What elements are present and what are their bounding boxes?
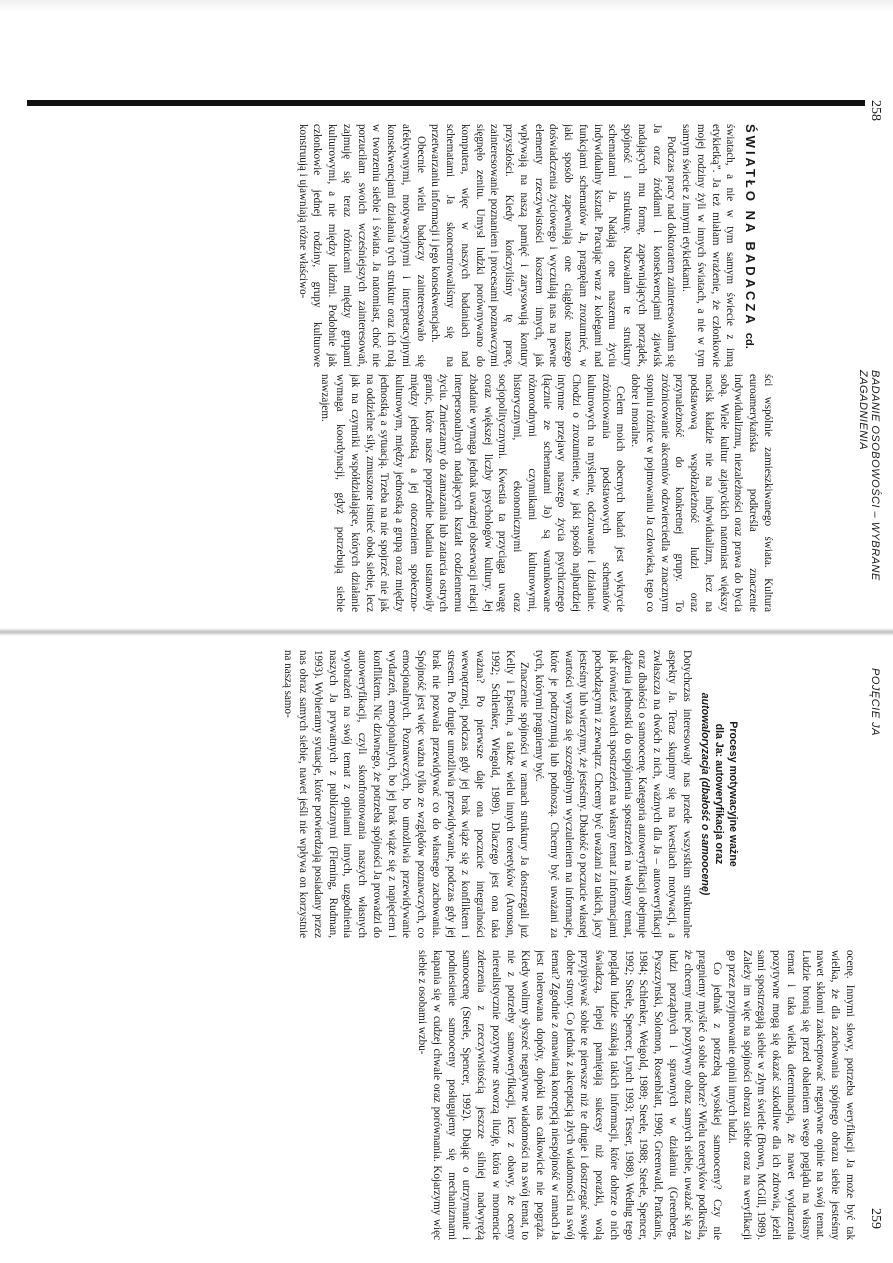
- subsection-heading-line: dla Ja: autoweryfikacja oraz: [713, 723, 726, 865]
- section-title-text: ŚWIATŁO NA BADACZA: [743, 124, 758, 327]
- paragraph: światach, a nie w tym samym świecie z inną etykietką”. Ja też miałam wrażenie, że członkowie mojej rodziny żyli w innych światach, a nie w tym samym świecie z innymi etykietkami.: [680, 124, 737, 367]
- paragraph: ocenę. Innymi słowy, potrzeba weryfikacji Ja może być tak wielka, że dla zachowania spójnego obrazu siebie jesteśmy nawet skłonni zaakceptować negatywne opinie na swój temat. Ludzie bronią się przed obaleniem swego poglądu na własny temat i taka wielka determinacja, że nawet wydarzenia pozytywne mogą się okazać szkodliwe dla ich zdrowia, jeżeli sami spostrzegają siebie w złym świetle (Brown, McGill, 1989). Zależy im więc na spójności obrazu siebie oraz na weryfikacji go przez przyjmowanie opinii innych ludzi.: [726, 950, 856, 1240]
- page-number: 259: [868, 1208, 883, 1229]
- scan-shadow: [0, 0, 893, 12]
- left-column-2: [28, 374, 775, 612]
- subsection-heading: [698, 650, 739, 938]
- subsection-heading-line: Procesy motywacyjne ważne: [727, 721, 739, 867]
- page-number: 258: [868, 100, 883, 121]
- paragraph: Podczas pracy nad doktoratem zainteresowałam się Ja oraz źródłami i konsekwencjami zjawisk nadających mu formę, zapewniających porządek, spójność i strukturę. Nazwałam te struktury schematami Ja. Nadają one naszemu życiu indywidualny kształt. Pracując wraz z kolegami nad funkcjami schematów Ja, pragnęłam zrozumieć, w jaki sposób zapewniają one ciągłość naszego doświadczenia życiowego i wyczulają nas na pewne elementy rzeczywistości kosztem innych, jak wpływają na naszą pamięć i zarysowują kontury przyszłości. Kiedy kończyliśmy tę pracę, zainteresowanie poznaniem i procesami poznawczymi sięgnęło zenitu. Umysł ludzki porównywano do komputera, więc w naszych badaniach nad schematami Ja skoncentrowaliśmy się na przetwarzaniu informacji i jego konsekwencjach.: [429, 124, 678, 367]
- running-head: BADANIE OSOBOWOŚCI – WYBRANE ZAGADNIENIA: [857, 370, 881, 581]
- paragraph: Obecnie wielu badaczy zainteresowało się afektywnymi, motywacyjnymi i interpretacyjnymi konsekwencjami działania tych struktur oraz ich rolą w tworzeniu siebie i świata. Ja natomiast, choć nie porzuciłam swoich wcześniejszych zainteresowań, zajmuję się teraz różnicami między grupami kulturowymi, a nie między ludźmi. Podobnie jak członkowie jednej rodziny, grupy kulturowe konstruują i ujawniają różne właściwo-: [296, 124, 427, 367]
- right-column-2: [28, 950, 857, 1240]
- left-column-1: [28, 124, 759, 367]
- right-column-1: [28, 650, 743, 938]
- box-rule: [27, 100, 865, 106]
- subsection-heading-line: autowaloryzacja (dbałość o samoocenę): [699, 692, 712, 896]
- paragraph: Co jednak z potrzebą wysokiej samooceny? Czy nie pragniemy myśleć o sobie dobrze? Wielu teoretyków podkreśla, że chcemy mieć pozytywny obraz samych siebie, uważać się za ludzi porządnych i sprawnych w działaniu (Greenberg, Pyszczynski, Solomon, Rosenblatt, 1990; Greenwald, Pratkanis, 1984; Schlenker, Weigold, 1989; Steele, 1988; Steele, Spencer, 1992; Steele, Spencer, Lynch 1993; Tesser, 1988). Według tego poglądu ludzie szukają takich informacji, które dobrze o nich świadczą, lepiej pamiętają sukcesy niż porażki, wolą przypisywać sobie te pierwsze niż te drugie i dostrzegać swoje dobre strony. Co jednak z akceptacją złych wiadomości na swój temat? Zgodnie z omawianą koncepcją niespójność w ramach Ja jest tolerowana dopóty, dopóki nas całkowicie nie pogrąża. Kiedy wolimy słyszeć negatywne wiadomości na swój temat, to nie z potrzeby samoweryfikacji, lecz z obawy, że oceny nierealistycznie pozytywne stworzą iluzję, która w momencie zderzenia z rzeczywistością jeszcze silniej nadwyrężą samoocenę (Steele, Spencer, 1992). Dbając o utrzymanie i podniesienie samooceny posługujemy się mechanizmami kapania się w cudzej chwale oraz porównania. Kojarzymy więc siebie z osobami wzbu-: [416, 950, 724, 1240]
- paragraph: Znaczenie spójności w ramach struktury Ja dostrzegali już Kelly i Epstein, a także wielu innych teoretyków (Aronson, 1992; Schlenker, Wiegold, 1989). Dlaczego jest ona taka ważna? Po pierwsze daje ona poczucie integralności wewnętrznej, podczas gdy jej brak wiąże się z konfliktem i stresem. Po drugie umożliwia przewidywanie, podczas gdy jej brak nie pozwala przewidywać co do własnego zachowania. Spójność jest więc ważna tylko ze względów poznawczych, co emocjonalnych. Poznawczych, bo umożliwia przewidywanie wydarzeń, emocjonalnych, bo jej brak wiąże się z napięciem i konfliktem. Nic dziwnego, że potrzeba spójności Ja prowadzi do autoweryfikacji, czyli skonfrontowania naszych własnych wyobrażeń na swój temat z opiniami innych, uzgodnienia naszych Ja prywatnych z publicznymi (Fleming, Rudman, 1993). Wybieramy sytuacje, które potwierdzają posiadany przez nas obraz samych siebie, nawet jeśli nie wpływa on korzystnie na naszą samo-: [282, 650, 531, 938]
- paragraph: ści wspólnie zamieszkiwanego świata. Kultura euroamerykańska podkreśla znaczenie indywidualizmu, niezależności oraz prawa do bycia sobą. Wiele kultur azjatyckich natomiast większy nacisk kładzie nie na indywidualizm, lecz na podstawową współzależność ludzi oraz przynależność do konkretnej grupy. To zróżnicowanie akcentów odzwierciedla w znacznym stopniu różnice w pojmowaniu Ja człowieka, tego co dobre i moralne.: [629, 374, 774, 612]
- section-title: [741, 124, 759, 367]
- running-head: POJĘCIE JA: [869, 668, 881, 736]
- right-page: [0, 632, 893, 1263]
- paragraph: Celem moich obecnych badań jest wykrycie zróżnicowania podstawowych schematów kulturowych na myślenie, odczuwanie i działanie. Chodzi o zrozumienie, w jaki sposób najbardziej intymne przejawy naszego życia psychicznego (łącznie ze schematami Ja) są warunkowane różnorodnymi czynnikami kulturowymi, historycznymi, ekonomicznymi oraz socjopolitycznymi. Kwestia ta przyciąga uwagę coraz większej liczby psychologów kultury. Jej zbadanie wymaga jednak uważnej obserwacji relacji interpersonalnych nadających kształt codziennemu życiu. Zmierzamy do zamazania lub zatarcia ostrych granic, które nasze poprzednie badania ustanowiły między jednostką a jej otoczeniem społeczno-kulturowym, między jednostką a grupą oraz między jednostką a sytuacją. Trzeba na nie spojrzeć nie jak na oddzielne siły, zmuszone istnieć obok siebie, lecz jak na czynniki współdziałające, których działanie wymaga koordynacji, gdyż potrzebują siebie nawzajem.: [319, 374, 627, 612]
- paragraph: Dotychczas interesowały nas przede wszystkim strukturalne aspekty Ja. Teraz skupimy się na kwestiach motywacji, a zwłaszcza na dwóch z nich, ważnych dla Ja – autoweryfikacji oraz dbałości o samoocenę. Kategoria autoweryfikacji obejmuje dążenia jednostki do uspójnienia spostrzeżeń na własny temat, jak również swoich spostrzeżeń na własny temat z informacjami pochodzącymi z zewnątrz. Chcemy być uważani za takich, jacy jesteśmy lub wierzymy, że jesteśmy. Dbałość o poczucie własnej wartości wyraża się szczególnym wyczuleniem na informacje, które je podtrzymują lub podnoszą. Chcemy być uważani za tych, którymi pragniemy być.: [533, 650, 693, 938]
- section-title-suffix: cd.: [743, 332, 755, 349]
